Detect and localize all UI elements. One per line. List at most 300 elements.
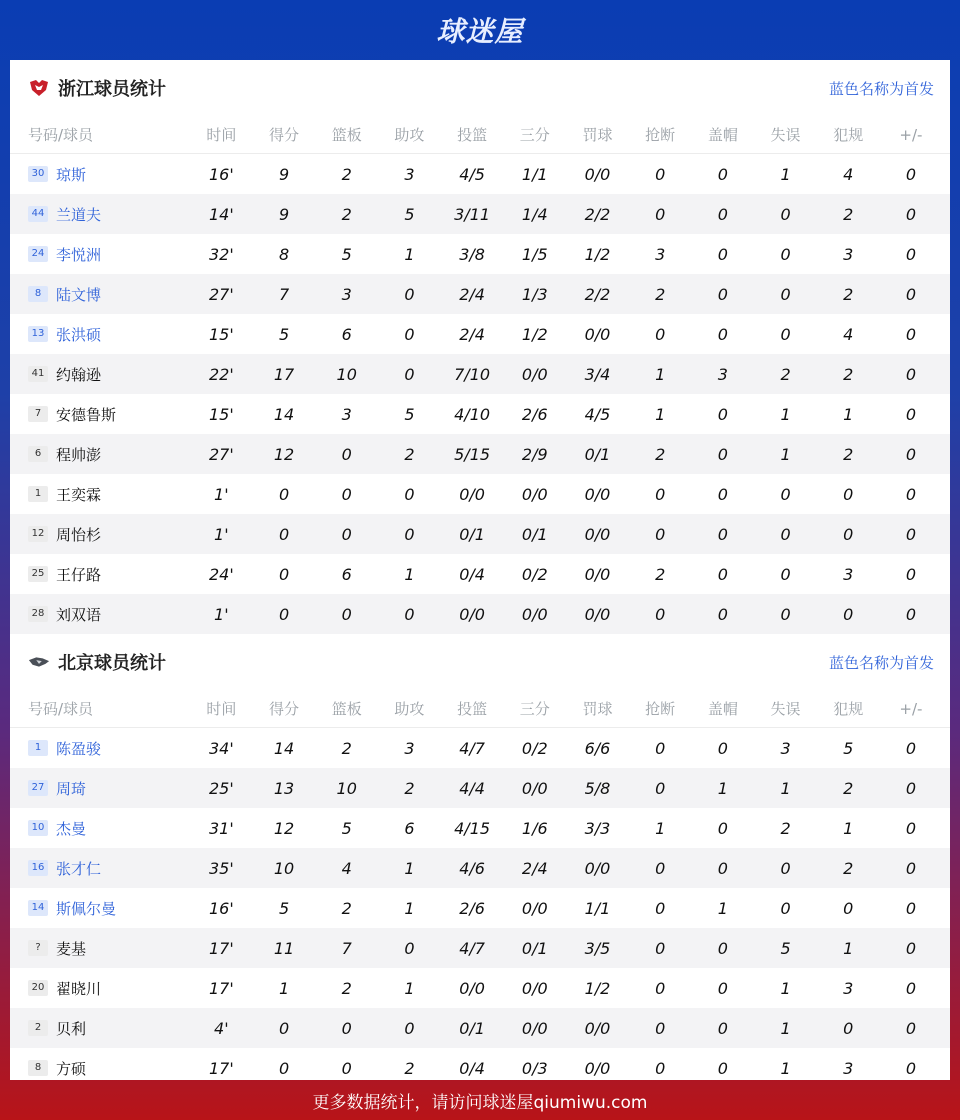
stat-cell: 0 — [905, 564, 916, 584]
player-row — [10, 728, 950, 768]
stat-cell: 2 — [843, 444, 854, 464]
stat-cell: 3 — [341, 404, 352, 424]
stat-cell: 6 — [341, 564, 352, 584]
stat-cell: 0/0 — [459, 978, 485, 998]
stat-cell: 2/6 — [459, 898, 485, 918]
stat-cell: 5 — [404, 204, 415, 224]
stat-cell: 4' — [214, 1018, 229, 1038]
stat-cell: 0/0 — [584, 858, 611, 878]
column-header: 犯规 — [833, 700, 864, 718]
player-name: 王奕霖 — [56, 485, 102, 504]
stat-cell: 2 — [843, 364, 854, 384]
player-row — [10, 888, 950, 928]
stat-cell: 3 — [404, 738, 415, 758]
column-header: 得分 — [269, 126, 300, 144]
stat-cell: 0 — [655, 858, 666, 878]
stat-cell: 1 — [843, 818, 854, 838]
stat-cell: 0 — [905, 484, 916, 504]
stat-cell: 1 — [843, 938, 854, 958]
stat-cell: 0/0 — [459, 604, 485, 624]
stat-cell: 32' — [208, 244, 234, 264]
stat-cell: 0/3 — [521, 1058, 548, 1078]
stat-cell: 1/4 — [521, 204, 548, 224]
jersey-number: 1 — [28, 486, 48, 502]
player-name: 贝利 — [56, 1019, 87, 1038]
brand-logo: 球迷屋 — [436, 15, 524, 48]
stat-cell: 0 — [780, 898, 791, 918]
stat-cell: 4/4 — [459, 778, 485, 798]
stat-cell: 2 — [780, 364, 791, 384]
stat-cell: 4/10 — [454, 404, 491, 424]
jersey-number: 6 — [28, 446, 48, 462]
stat-cell: 4/7 — [459, 738, 485, 758]
stat-cell: 0 — [717, 524, 728, 544]
jersey-number: 7 — [28, 406, 48, 422]
stat-cell: 1 — [717, 778, 728, 798]
stat-cell: 2 — [655, 564, 666, 584]
team-section — [10, 634, 950, 1088]
stat-cell: 0 — [404, 284, 415, 304]
stat-cell: 1' — [214, 604, 229, 624]
column-header: 失误 — [770, 700, 801, 718]
stat-cell: 0 — [905, 1058, 916, 1078]
column-header: 犯规 — [833, 126, 864, 144]
player-cell — [10, 738, 190, 759]
stat-cell: 0 — [278, 604, 290, 624]
stat-cell: 0/1 — [521, 524, 548, 544]
stat-cell: 3/11 — [454, 204, 491, 224]
stat-cell: 2 — [655, 444, 666, 464]
stat-cell: 0 — [278, 1018, 290, 1038]
stat-cell: 0/1 — [459, 524, 485, 544]
column-header: 罚球 — [582, 126, 613, 144]
stat-cell: 12 — [273, 444, 295, 464]
stat-cell: 0/0 — [521, 364, 548, 384]
stat-cell: 2 — [404, 444, 415, 464]
stat-cell: 0 — [905, 978, 916, 998]
player-name[interactable]: 张洪硕 — [56, 325, 102, 344]
player-name[interactable]: 周琦 — [56, 779, 87, 798]
stat-cell: 0 — [655, 1018, 666, 1038]
stat-cell: 0 — [905, 404, 916, 424]
stat-cell: 1 — [404, 244, 415, 264]
stat-cell: 0 — [905, 938, 916, 958]
column-header: 盖帽 — [707, 126, 738, 144]
stat-cell: 0 — [341, 1018, 352, 1038]
player-name: 翟晓川 — [56, 979, 102, 998]
stat-cell: 0/0 — [521, 1018, 548, 1038]
stat-cell: 2 — [341, 978, 352, 998]
stat-cell: 1 — [404, 858, 415, 878]
stat-cell: 3 — [655, 244, 666, 264]
stat-cell: 1 — [780, 444, 791, 464]
stat-cell: 1' — [214, 524, 229, 544]
stat-cell: 0 — [278, 524, 290, 544]
stat-cell: 34' — [208, 738, 234, 758]
jersey-number: 20 — [28, 980, 48, 996]
player-row — [10, 808, 950, 848]
stat-cell: 2 — [404, 778, 415, 798]
stat-cell: 0/0 — [521, 778, 548, 798]
stat-cell: 0 — [655, 484, 666, 504]
stat-cell: 5 — [278, 324, 290, 344]
stat-cell: 0 — [717, 1018, 728, 1038]
stat-cell: 2 — [843, 858, 854, 878]
stat-cell: 1 — [780, 978, 791, 998]
stat-cell: 2 — [341, 738, 352, 758]
column-header: 号码/球员 — [28, 700, 94, 718]
stat-cell: 14 — [273, 738, 295, 758]
player-row — [10, 928, 950, 968]
jersey-number: 24 — [28, 246, 48, 262]
stat-cell: 3 — [843, 1058, 854, 1078]
stat-cell: 4/5 — [459, 164, 485, 184]
column-header: 投篮 — [457, 126, 488, 144]
stat-cell: 0/0 — [584, 524, 611, 544]
jersey-number: 41 — [28, 366, 48, 382]
column-header: 助攻 — [394, 700, 425, 718]
jersey-number: 25 — [28, 566, 48, 582]
player-cell — [10, 284, 190, 305]
stat-cell: 9 — [278, 204, 290, 224]
column-header: 号码/球员 — [28, 126, 94, 144]
stat-cell: 5 — [780, 938, 791, 958]
stat-cell: 0 — [717, 818, 728, 838]
stat-cell: 1 — [717, 898, 728, 918]
stat-cell: 0 — [843, 484, 854, 504]
player-row — [10, 474, 950, 514]
stat-cell: 3 — [843, 978, 854, 998]
stat-cell: 3/8 — [459, 244, 485, 264]
stat-cell: 0 — [905, 364, 916, 384]
player-cell — [10, 404, 190, 425]
player-name: 安德鲁斯 — [56, 405, 117, 424]
player-cell — [10, 444, 190, 465]
stat-cell: 35' — [208, 858, 234, 878]
player-row — [10, 274, 950, 314]
stat-cell: 0 — [780, 564, 791, 584]
stat-cell: 5 — [843, 738, 854, 758]
stat-cell: 3 — [780, 738, 791, 758]
stat-cell: 0 — [404, 524, 415, 544]
player-row — [10, 434, 950, 474]
stat-cell: 0 — [717, 1058, 728, 1078]
stat-cell: 0 — [780, 604, 791, 624]
stat-cell: 1 — [278, 978, 290, 998]
stat-cell: 0 — [717, 444, 728, 464]
stat-cell: 24' — [208, 564, 234, 584]
stat-cell: 0 — [780, 484, 791, 504]
stat-cell: 2 — [341, 204, 352, 224]
stat-cell: 1/6 — [521, 818, 548, 838]
jersey-number: 30 — [28, 166, 48, 182]
player-row — [10, 154, 950, 194]
stat-cell: 17 — [273, 364, 295, 384]
stat-cell: 2/4 — [459, 284, 485, 304]
column-header-row — [10, 116, 950, 154]
player-cell — [10, 978, 190, 999]
stat-cell: 0 — [717, 244, 728, 264]
stat-cell: 2 — [780, 818, 791, 838]
stat-cell: 3 — [404, 164, 415, 184]
stat-cell: 0 — [905, 858, 916, 878]
stat-cell: 0 — [341, 604, 352, 624]
stat-cell: 2 — [341, 164, 352, 184]
stat-cell: 17' — [208, 978, 234, 998]
stat-cell: 0/0 — [584, 324, 611, 344]
stat-cell: 4 — [843, 164, 854, 184]
stat-cell: 0 — [404, 1018, 415, 1038]
stat-cell: 0 — [905, 204, 916, 224]
stat-cell: 27' — [208, 444, 234, 464]
stat-cell: 15' — [208, 324, 234, 344]
column-header: +/- — [899, 125, 923, 144]
player-name: 程帅澎 — [56, 445, 102, 464]
stat-cell: 0/1 — [459, 1018, 485, 1038]
stat-cell: 3/5 — [584, 938, 611, 958]
player-cell — [10, 1058, 190, 1079]
stat-cell: 27' — [208, 284, 234, 304]
player-cell — [10, 324, 190, 345]
player-name: 周怡杉 — [56, 525, 102, 544]
beijing-team-logo-icon — [28, 651, 50, 673]
player-name[interactable]: 张才仁 — [56, 859, 102, 878]
stat-cell: 0 — [655, 898, 666, 918]
jersey-number: ? — [28, 940, 48, 956]
column-header: 抢断 — [645, 700, 676, 718]
stat-cell: 1/3 — [521, 284, 548, 304]
stat-cell: 2 — [843, 204, 854, 224]
column-header: 得分 — [269, 700, 300, 718]
stat-cell: 14 — [273, 404, 295, 424]
stats-card — [10, 60, 950, 1080]
stat-cell: 0/2 — [521, 738, 548, 758]
stat-cell: 0 — [780, 284, 791, 304]
stat-cell: 4/15 — [454, 818, 491, 838]
player-row — [10, 1008, 950, 1048]
player-cell — [10, 164, 190, 185]
stat-cell: 0/0 — [584, 1018, 611, 1038]
stat-cell: 0 — [655, 738, 666, 758]
stat-cell: 0 — [717, 204, 728, 224]
player-row — [10, 968, 950, 1008]
jersey-number: 1 — [28, 740, 48, 756]
player-row — [10, 394, 950, 434]
stat-cell: 10 — [336, 364, 357, 384]
player-row — [10, 768, 950, 808]
stat-cell: 6 — [341, 324, 352, 344]
stat-cell: 0 — [655, 978, 666, 998]
stat-cell: 5 — [278, 898, 290, 918]
stat-cell: 1' — [214, 484, 229, 504]
column-header: 投篮 — [457, 700, 488, 718]
stat-cell: 1 — [780, 164, 791, 184]
stat-cell: 2 — [341, 898, 352, 918]
stat-cell: 0 — [404, 364, 415, 384]
stat-cell: 7 — [341, 938, 352, 958]
stat-cell: 22' — [208, 364, 234, 384]
stat-cell: 1 — [655, 364, 666, 384]
column-header: 时间 — [206, 700, 237, 718]
stat-cell: 0 — [655, 164, 666, 184]
column-header-row — [10, 690, 950, 728]
player-cell — [10, 604, 190, 625]
starter-note: 蓝色名称为首发 — [828, 79, 934, 98]
player-cell — [10, 1018, 190, 1039]
stat-cell: 0 — [278, 564, 290, 584]
stat-cell: 0 — [717, 604, 728, 624]
stat-cell: 15' — [208, 404, 234, 424]
jersey-number: 8 — [28, 1060, 48, 1076]
jersey-number: 14 — [28, 900, 48, 916]
column-header: 篮板 — [331, 126, 362, 144]
stat-cell: 1 — [404, 898, 415, 918]
stat-cell: 0 — [655, 204, 666, 224]
player-name[interactable]: 杰曼 — [56, 819, 87, 838]
jersey-number: 28 — [28, 606, 48, 622]
stat-cell: 0/0 — [584, 164, 611, 184]
player-name: 方硕 — [56, 1059, 87, 1078]
stat-cell: 7 — [278, 284, 290, 304]
column-header: 抢断 — [645, 126, 676, 144]
stat-cell: 1 — [404, 564, 415, 584]
stat-cell: 3/4 — [584, 364, 611, 384]
stat-cell: 2/9 — [521, 444, 548, 464]
stat-cell: 4 — [843, 324, 854, 344]
player-name[interactable]: 陈盈骏 — [56, 739, 102, 758]
stat-cell: 5 — [341, 244, 352, 264]
stat-cell: 2/2 — [584, 284, 611, 304]
stat-cell: 0 — [717, 164, 728, 184]
stat-cell: 1/2 — [521, 324, 548, 344]
player-row — [10, 314, 950, 354]
stat-cell: 0 — [843, 1018, 854, 1038]
jersey-number: 16 — [28, 860, 48, 876]
stat-cell: 0 — [655, 778, 666, 798]
stat-cell: 0 — [341, 1058, 352, 1078]
stat-cell: 10 — [273, 858, 295, 878]
player-row — [10, 514, 950, 554]
stat-cell: 1 — [404, 978, 415, 998]
section-title: 北京球员统计 — [58, 653, 166, 674]
stat-cell: 0/0 — [584, 604, 611, 624]
player-row — [10, 848, 950, 888]
stat-cell: 0 — [278, 1058, 290, 1078]
stat-cell: 1 — [655, 404, 666, 424]
stat-cell: 2/4 — [459, 324, 485, 344]
stat-cell: 4/5 — [584, 404, 611, 424]
section-title: 浙江球员统计 — [58, 79, 166, 100]
stat-cell: 3 — [717, 364, 728, 384]
stat-cell: 0/0 — [521, 898, 548, 918]
stat-cell: 0/2 — [521, 564, 548, 584]
player-name: 麦基 — [56, 939, 87, 958]
player-cell — [10, 938, 190, 959]
stat-cell: 2/6 — [521, 404, 548, 424]
stat-cell: 0 — [341, 524, 352, 544]
player-name: 王仔路 — [56, 565, 102, 584]
stat-cell: 16' — [208, 164, 234, 184]
stat-cell: 5/15 — [454, 444, 491, 464]
stat-cell: 0 — [780, 858, 791, 878]
stat-cell: 0 — [905, 1018, 916, 1038]
stat-cell: 0 — [780, 244, 791, 264]
jersey-number: 8 — [28, 286, 48, 302]
stat-cell: 2/4 — [521, 858, 548, 878]
stat-cell: 1 — [780, 1018, 791, 1038]
jersey-number: 12 — [28, 526, 48, 542]
player-name[interactable]: 陆文博 — [56, 285, 102, 304]
stat-cell: 1/2 — [584, 244, 611, 264]
column-header: 篮板 — [331, 700, 362, 718]
stat-cell: 1 — [780, 404, 791, 424]
column-header: 罚球 — [582, 700, 613, 718]
player-name[interactable]: 李悦洲 — [56, 245, 102, 264]
stat-cell: 13 — [273, 778, 295, 798]
player-name[interactable]: 琼斯 — [56, 165, 87, 184]
stat-cell: 0 — [717, 484, 728, 504]
stat-cell: 1 — [780, 778, 791, 798]
stat-cell: 0 — [717, 738, 728, 758]
stat-cell: 0/1 — [521, 938, 548, 958]
stat-cell: 2 — [843, 778, 854, 798]
stat-cell: 0 — [717, 978, 728, 998]
starter-note: 蓝色名称为首发 — [828, 653, 934, 672]
player-row — [10, 554, 950, 594]
stat-cell: 5/8 — [584, 778, 611, 798]
stat-cell: 3 — [843, 244, 854, 264]
player-row — [10, 194, 950, 234]
stat-cell: 0 — [905, 778, 916, 798]
stat-cell: 0 — [655, 604, 666, 624]
footer-text: 更多数据统计，请访问球迷屋qiumiwu.com — [312, 1092, 648, 1113]
player-cell — [10, 564, 190, 585]
stat-cell: 0 — [905, 284, 916, 304]
stat-cell: 9 — [278, 164, 290, 184]
stat-cell: 1/2 — [584, 978, 611, 998]
stat-cell: 12 — [273, 818, 295, 838]
stat-cell: 1/1 — [584, 898, 611, 918]
player-cell — [10, 778, 190, 799]
jersey-number: 2 — [28, 1020, 48, 1036]
player-row — [10, 594, 950, 634]
stat-cell: 1 — [780, 1058, 791, 1078]
stat-cell: 11 — [273, 938, 295, 958]
stat-cell: 0 — [780, 204, 791, 224]
stat-cell: 0 — [404, 484, 415, 504]
stat-cell: 0 — [341, 484, 352, 504]
stat-cell: 0 — [655, 324, 666, 344]
stat-cell: 0/4 — [459, 1058, 485, 1078]
stat-cell: 2 — [843, 284, 854, 304]
player-name[interactable]: 兰道夫 — [56, 205, 102, 224]
column-header: 三分 — [519, 700, 550, 718]
stat-cell: 0 — [905, 444, 916, 464]
stat-cell: 6 — [404, 818, 415, 838]
jersey-number: 44 — [28, 206, 48, 222]
player-row — [10, 234, 950, 274]
player-name[interactable]: 斯佩尔曼 — [56, 899, 117, 918]
player-cell — [10, 524, 190, 545]
stat-cell: 4/7 — [459, 938, 485, 958]
stat-cell: 0 — [843, 524, 854, 544]
zhejiang-team-logo-icon — [28, 77, 50, 99]
stat-cell: 0 — [905, 524, 916, 544]
stat-cell: 0 — [905, 244, 916, 264]
player-cell — [10, 818, 190, 839]
stat-cell: 5 — [341, 818, 352, 838]
player-name: 刘双语 — [56, 605, 102, 624]
